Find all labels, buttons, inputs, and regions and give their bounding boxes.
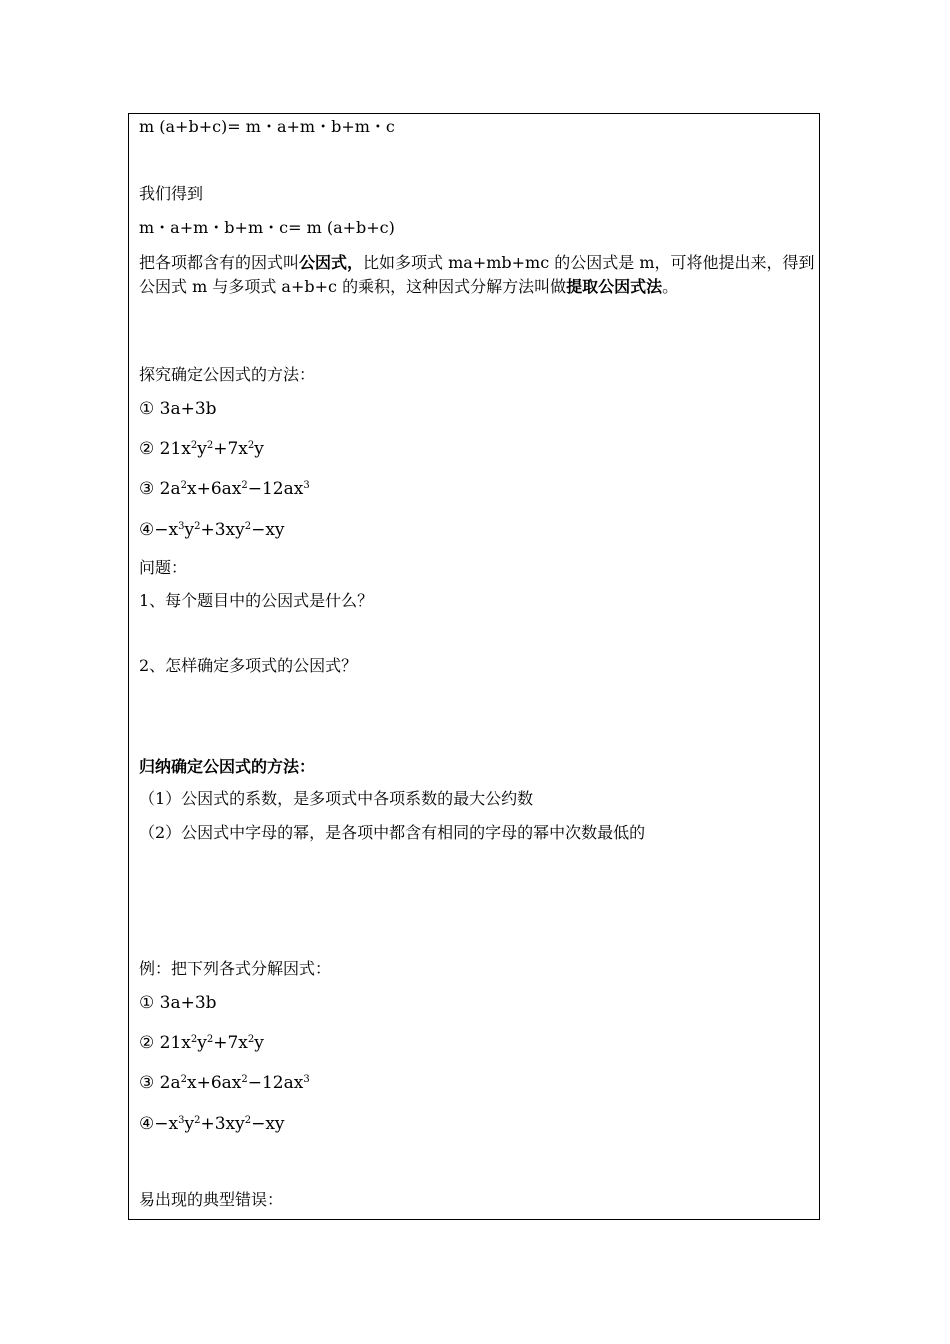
example-item-3: ③ $2a^2x+6ax^2-12ax^3$	[139, 1073, 310, 1093]
question-2: 2、怎样确定多项式的公因式？	[139, 656, 358, 675]
example-item-1: ① 3a+3b	[139, 993, 217, 1013]
explore-item-4: $④-x^3y^2+3xy^2-xy$	[139, 520, 285, 540]
summary-rule-2: （2）公因式中字母的幂，是各项中都含有相同的字母的幂中次数最低的	[139, 823, 646, 842]
summary-title: 归纳确定公因式的方法：	[139, 757, 316, 776]
explore-item-3: ③ $2a^2x+6ax^2-12ax^3$	[139, 479, 310, 499]
identity-line: m・a+m・b+m・c= m (a+b+c)	[139, 218, 395, 237]
explore-item-1: ① 3a+3b	[139, 399, 217, 419]
example-item-4: $④-x^3y^2+3xy^2-xy$	[139, 1114, 285, 1134]
explore-item-2: ② $21x^2y^2+7x^2y$	[139, 439, 264, 459]
definition-paragraph: 把各项都含有的因式叫公因式，比如多项式 ma+mb+mc 的公因式是 m，可将他提出来，得到公因式 m 与多项式 a+b+c 的乘积，这种因式分解方法叫做提取公因式法。	[139, 253, 815, 296]
we-get-text: 我们得到	[139, 184, 204, 203]
question-label: 问题：	[139, 558, 188, 577]
term-common-factor: 公因式，	[299, 253, 364, 272]
question-1: 1、每个题目中的公因式是什么？	[139, 591, 374, 610]
example-title: 例：把下列各式分解因式：	[139, 959, 332, 978]
explore-title: 探究确定公因式的方法：	[139, 365, 316, 384]
summary-rule-1: （1）公因式的系数，是多项式中各项系数的最大公约数	[139, 789, 534, 808]
typical-errors-title: 易出现的典型错误：	[139, 1190, 284, 1209]
term-factor-out-method: 提取公因式法	[566, 277, 663, 296]
distributive-line: m (a+b+c)= m・a+m・b+m・c	[139, 117, 395, 136]
example-item-2: ② $21x^2y^2+7x^2y$	[139, 1033, 264, 1053]
